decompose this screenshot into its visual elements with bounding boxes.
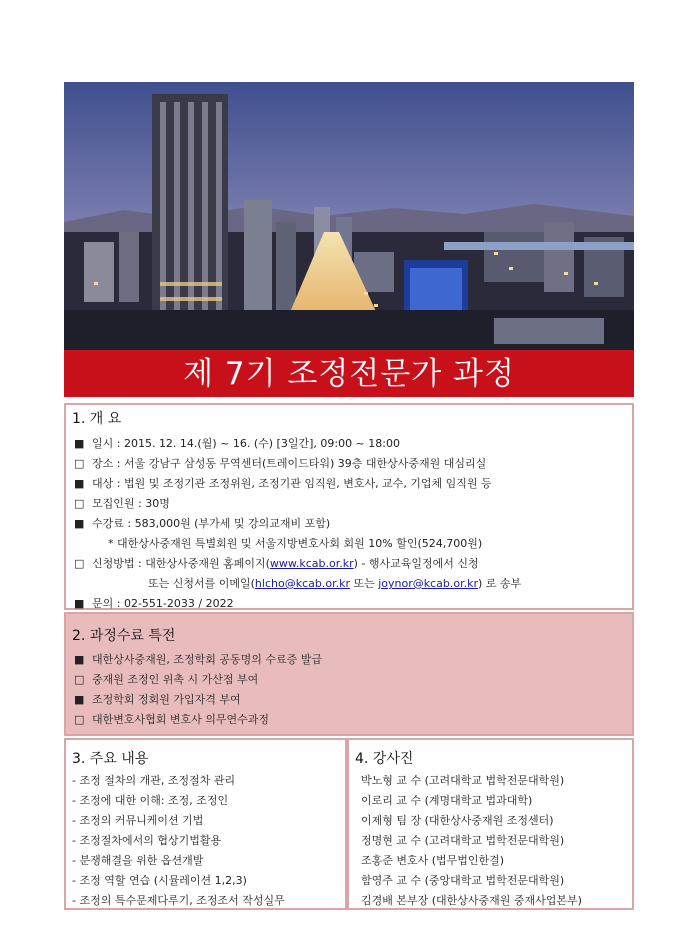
contents-item: - 조정의 커뮤니케이션 기법 [72,814,204,827]
contents-item: - 조정의 특수문제다루기, 조정조서 작성실무 [72,894,285,907]
contents-section [64,738,347,910]
instructor-item: 김경배 본부장 (대한상사중재원 중재사업본부) [361,894,582,907]
city-skyline-illustration [64,82,634,350]
overview-section [64,403,634,610]
benefits-header: 2. 과정수료 특전 [72,628,176,644]
contents-item: - 분쟁해결을 위한 옵션개발 [72,854,204,867]
course-title-banner: 제 7기 조정전문가 과정 [64,350,634,397]
fee-discount-note: * 대한상사중재원 특별회원 및 서울지방변호사회 회원 10% 할인(524,700원) [108,537,483,550]
overview-item-apply: □ 신청방법 : 대한상사중재원 홈페이지(www.kcab.or.kr) - 행사교육일정에서 신청 [74,557,479,570]
email-link-hlcho[interactable]: hlcho@kcab.or.kr [254,577,350,590]
benefit-item: ■ 조정학회 정회원 가입자격 부여 [74,693,241,706]
benefits-section [64,612,634,736]
overview-item-date: ■ 일시 : 2015. 12. 14.(월) ~ 16. (수) [3일간], 09:00 ~ 18:00 [74,437,400,450]
instructor-item: 조홍준 변호사 (법무법인한결) [361,854,505,867]
contents-header: 3. 주요 내용 [72,751,149,767]
hero-city-photo [64,82,634,350]
benefit-item: □ 대한변호사협회 변호사 의무연수과정 [74,713,270,726]
instructor-item: 이제형 팀 장 (대한상사중재원 조정센터) [361,814,554,827]
benefit-item: □ 중재원 조정인 위촉 시 가산점 부여 [74,673,259,686]
email-link-joynor[interactable]: joynor@kcab.or.kr [378,577,479,590]
contents-item: - 조정 절차의 개관, 조정절차 관리 [72,774,236,787]
instructors-header: 4. 강사진 [355,751,414,767]
instructor-item: 함영주 교 수 (중앙대학교 법학전문대학원) [361,874,565,887]
overview-item-fee: ■ 수강료 : 583,000원 (부가세 및 강의교재비 포함) [74,517,331,530]
benefit-item: ■ 대한상사중재원, 조정학회 공동명의 수료증 발급 [74,653,323,666]
overview-header: 1. 개 요 [72,411,122,427]
contents-item: - 조정절차에서의 협상기법활용 [72,834,222,847]
contents-item: - 조정 역할 연습 (시뮬레이션 1,2,3) [72,874,247,887]
kcab-website-link[interactable]: www.kcab.or.kr [269,557,354,570]
instructor-item: 박노형 교 수 (고려대학교 법학전문대학원) [361,774,565,787]
overview-item-place: □ 장소 : 서울 강남구 삼성동 무역센터(트레이드타워) 39층 대한상사중재원 대심리실 [74,457,487,470]
instructor-item: 이로리 교 수 (계명대학교 법과대학) [361,794,533,807]
overview-item-contact: ■ 문의 : 02-551-2033 / 2022 [74,597,234,610]
instructors-section [347,738,634,910]
overview-item-target: ■ 대상 : 법원 및 조정기관 조정위원, 조정기관 임직원, 변호사, 교수, 기업체 임직원 등 [74,477,492,490]
overview-item-capacity: □ 모집인원 : 30명 [74,497,170,510]
apply-email-line: 또는 신청서를 이메일(hlcho@kcab.or.kr 또는 joynor@kcab.or.kr) 로 송부 [148,577,522,590]
instructor-item: 정명현 교 수 (고려대학교 법학전문대학원) [361,834,565,847]
contents-item: - 조정에 대한 이해: 조정, 조정인 [72,794,229,807]
